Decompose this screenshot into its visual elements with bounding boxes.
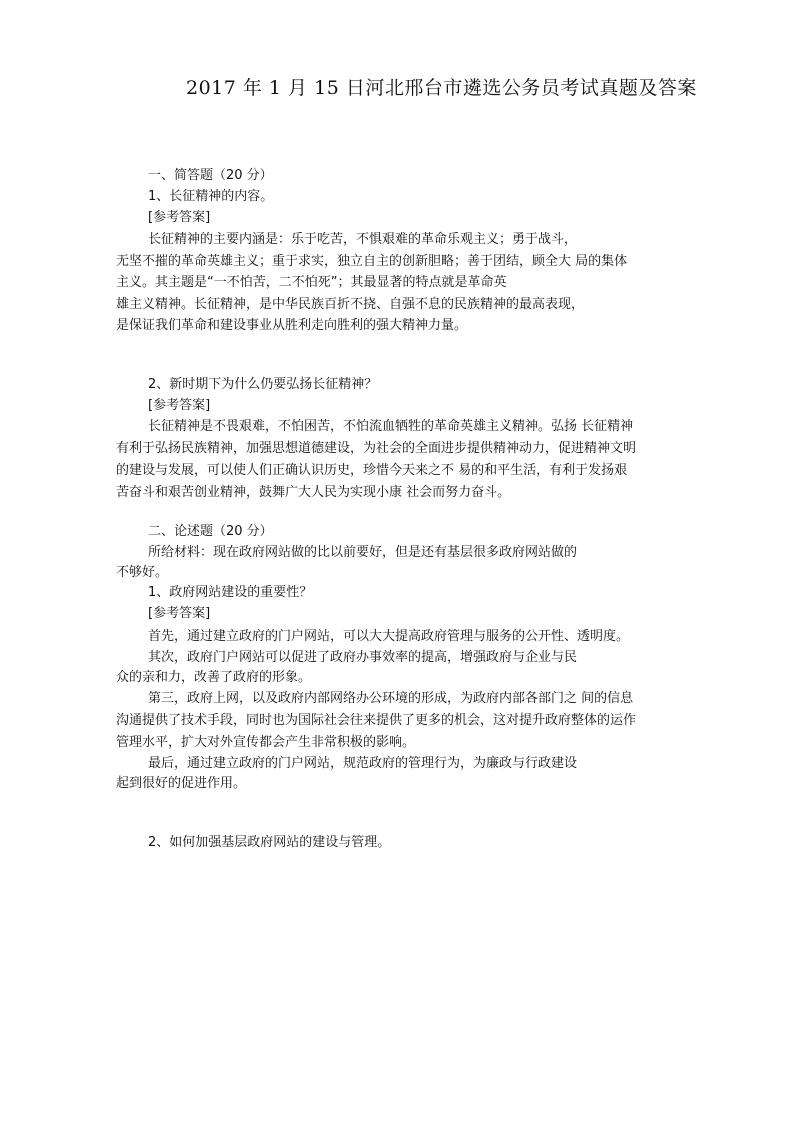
paragraph-line: 是保证我们革命和建设事业从胜利走向胜利的强大精神力量。 — [116, 318, 468, 333]
paragraph-line: 长征精神的主要内涵是：乐于吃苦，不惧艰难的革命乐观主义；勇于战斗， — [148, 232, 578, 247]
paragraph-line: 最后，通过建立政府的门户网站，规范政府的管理行为，为廉政与行政建设 — [148, 756, 578, 771]
paragraph-line: 无坚不摧的革命英雄主义；重于求实，独立自主的创新胆略；善于团结，顾全大 局的集体 — [116, 254, 628, 269]
paragraph-line: 众的亲和力，改善了政府的形象。 — [116, 670, 312, 685]
answer-label: [参考答案] — [148, 606, 211, 621]
material-text: 所给材料：现在政府网站做的比以前要好，但是还有基层很多政府网站做的 — [148, 545, 578, 560]
question-text: 2、新时期下为什么仍要弘扬长征精神？ — [148, 377, 378, 392]
paragraph-line: 主义。其主题是“一不怕苦，二不怕死”；其最显著的特点就是革命英 — [116, 275, 507, 290]
question-text: 1、长征精神的内容。 — [148, 189, 274, 204]
paragraph-line: 管理水平，扩大对外宣传都会产生非常积极的影响。 — [116, 735, 416, 750]
paragraph-line: 雄主义精神。长征精神，是中华民族百折不挠、自强不息的民族精神的最高表现， — [116, 297, 585, 312]
paragraph-line: 沟通提供了技术手段，同时也为国际社会往来提供了更多的机会，这对提升政府整体的运作 — [116, 713, 637, 728]
paragraph-line: 苦奋斗和艰苦创业精神，鼓舞广大人民为实现小康 社会而努力奋斗。 — [116, 485, 511, 500]
paragraph-line: 有利于弘扬民族精神，加强思想道德建设，为社会的全面进步提供精神动力，促进精神文明 — [116, 441, 637, 456]
answer-label: [参考答案] — [148, 210, 211, 225]
paragraph-line: 首先，通过建立政府的门户网站，可以大大提高政府管理与服务的公开性、透明度。 — [148, 629, 630, 644]
paragraph-line: 的建设与发展，可以使人们正确认识历史，珍惜今天来之不 易的和平生活，有利于发扬艰 — [116, 463, 628, 478]
paragraph-line: 第三，政府上网，以及政府内部网络办公环境的形成，为政府内部各部门之 间的信息 — [148, 691, 634, 706]
question-text: 1、政府网站建设的重要性？ — [148, 585, 313, 600]
paragraph-line: 起到很好的促进作用。 — [116, 776, 247, 791]
page-title: 2017 年 1 月 15 日河北邢台市遴选公务员考试真题及答案 — [186, 77, 697, 99]
section-heading: 二、论述题（20 分） — [148, 524, 273, 539]
section-heading: 一、简答题（20 分） — [148, 168, 273, 183]
paragraph-line: 其次，政府门户网站可以促进了政府办事效率的提高，增强政府与企业与民 — [148, 650, 578, 665]
answer-label: [参考答案] — [148, 398, 211, 413]
material-text: 不够好。 — [116, 565, 169, 580]
paragraph-line: 长征精神是不畏艰难，不怕困苦，不怕流血牺牲的革命英雄主义精神。弘扬 长征精神 — [148, 419, 634, 434]
question-text: 2、如何加强基层政府网站的建设与管理。 — [148, 835, 391, 850]
